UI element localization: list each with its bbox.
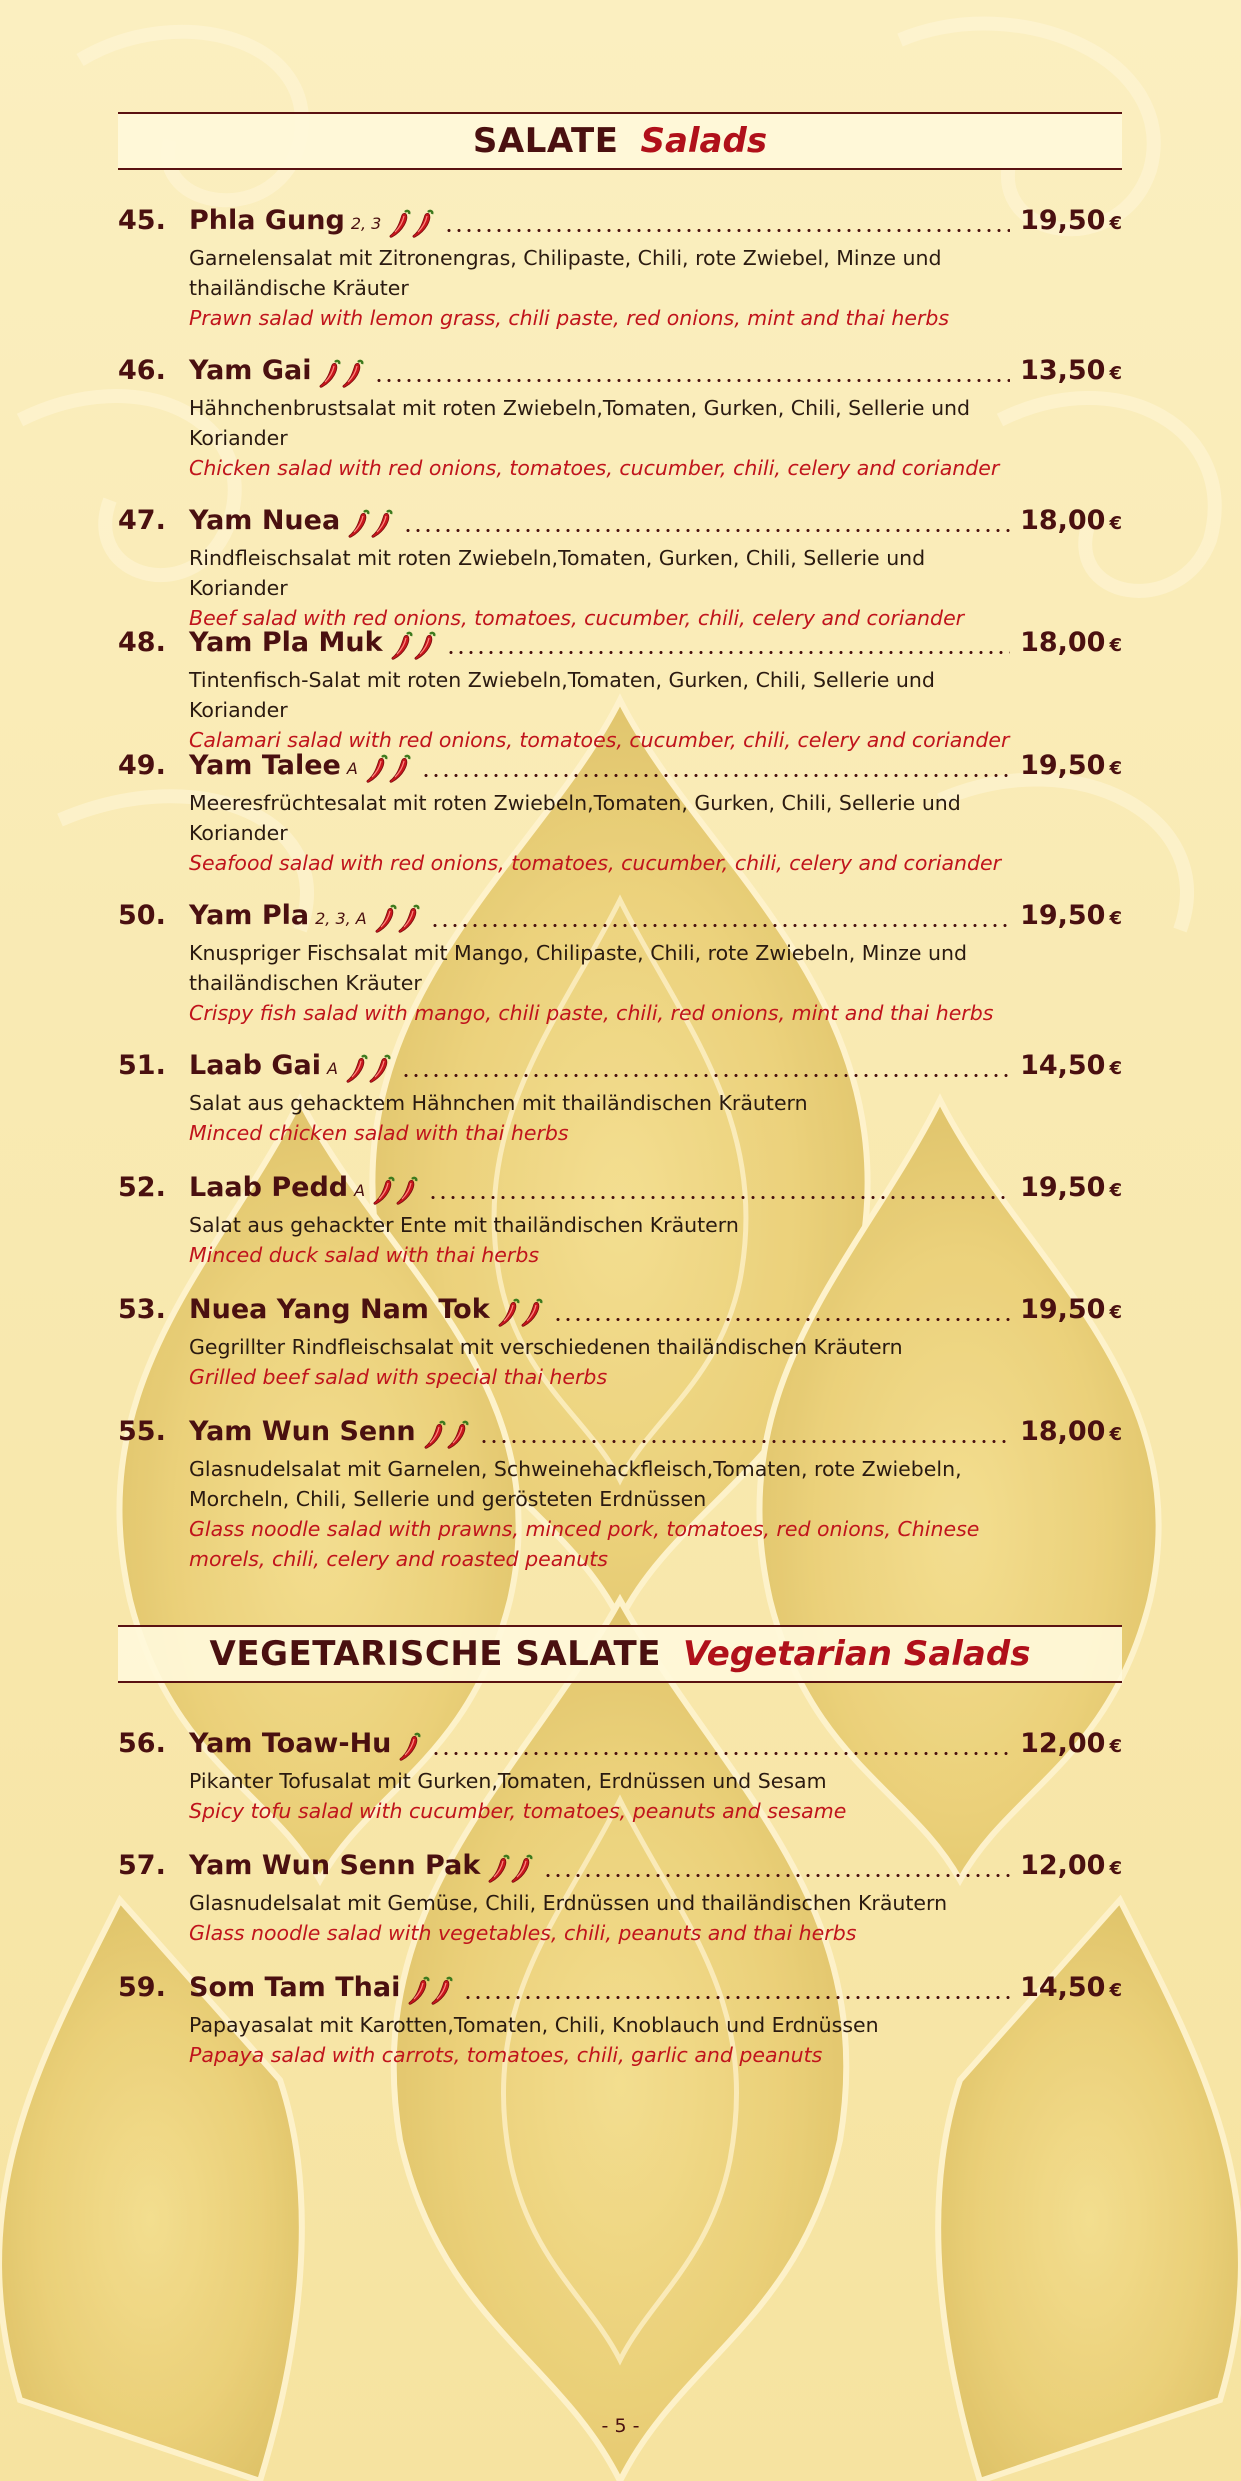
- item-number: 57.: [118, 1850, 166, 1881]
- chili-icon: [414, 631, 436, 661]
- item-name: Yam Toaw-Hu: [189, 1728, 392, 1759]
- allergen-codes: A: [346, 759, 358, 778]
- chili-icon: [366, 754, 388, 784]
- item-number: 47.: [118, 505, 166, 536]
- spiciness-indicator: [498, 1298, 543, 1328]
- chili-icon: [371, 509, 393, 539]
- item-description-en: Minced chicken salad with thai herbs: [189, 1121, 569, 1145]
- item-name: Nuea Yang Nam Tok: [189, 1294, 490, 1325]
- chili-icon: [447, 1420, 469, 1450]
- menu-item-header: [118, 1294, 1122, 1332]
- currency-symbol: €: [1109, 1424, 1122, 1445]
- dot-leader: [463, 1996, 1010, 1999]
- spiciness-indicator: [346, 1054, 391, 1084]
- dot-leader: [430, 924, 1010, 927]
- item-description-en: Grilled beef salad with special thai herbs: [189, 1365, 608, 1389]
- currency-symbol: €: [1109, 908, 1122, 929]
- dot-leader: [543, 1874, 1010, 1877]
- currency-symbol: €: [1109, 1858, 1122, 1879]
- spiciness-indicator: [488, 1854, 533, 1884]
- price-value: 14,50: [1020, 1972, 1106, 2003]
- item-number: 56.: [118, 1728, 166, 1759]
- item-description-de: Salat aus gehacktem Hähnchen mit thailändischen Kräutern: [189, 1091, 808, 1115]
- item-description-en: Prawn salad with lemon grass, chili paste, red onions, mint and thai herbs: [189, 306, 950, 330]
- item-number: 59.: [118, 1972, 166, 2003]
- item-price: [1020, 1972, 1122, 2003]
- allergen-codes: 2, 3, A: [315, 909, 367, 928]
- item-description-de: Gegrillter Rindfleischsalat mit verschiedenen thailändischen Kräutern: [189, 1335, 903, 1359]
- item-price: [1020, 1294, 1122, 1325]
- item-name: Som Tam Thai: [189, 1972, 401, 2003]
- chili-icon: [399, 1732, 421, 1762]
- item-number: 49.: [118, 750, 166, 781]
- menu-item-header: [118, 900, 1122, 938]
- currency-symbol: €: [1109, 363, 1122, 384]
- spiciness-indicator: [424, 1420, 469, 1450]
- menu-item: [118, 355, 1122, 483]
- chili-icon: [412, 209, 434, 239]
- price-value: 19,50: [1020, 1172, 1106, 1203]
- item-description-en: Beef salad with red onions, tomatoes, cucumber, chili, celery and coriander: [189, 606, 965, 630]
- chili-icon: [373, 1176, 395, 1206]
- menu-item: [118, 1416, 1122, 1574]
- currency-symbol: €: [1109, 1736, 1122, 1757]
- item-description-de: Glasnudelsalat mit Gemüse, Chili, Erdnüssen und thailändischen Kräutern: [189, 1891, 948, 1915]
- item-description-en: Glass noodle salad with prawns, minced pork, tomatoes, red onions, Chinese morels, chili, celery and roasted peanuts: [189, 1517, 980, 1571]
- dot-leader: [553, 1318, 1010, 1321]
- menu-item: [118, 750, 1122, 878]
- menu-item: [118, 627, 1122, 755]
- item-name: Yam Talee: [189, 750, 341, 781]
- item-description-en: Chicken salad with red onions, tomatoes, cucumber, chili, celery and coriander: [189, 456, 1000, 480]
- chili-icon: [389, 754, 411, 784]
- menu-item-header: [118, 627, 1122, 665]
- spiciness-indicator: [391, 631, 436, 661]
- menu-item-header: [118, 750, 1122, 788]
- price-value: 19,50: [1020, 750, 1106, 781]
- spiciness-indicator: [348, 509, 393, 539]
- item-number: 46.: [118, 355, 166, 386]
- spiciness-indicator: [373, 1176, 418, 1206]
- item-description-en: Papaya salad with carrots, tomatoes, chili, garlic and peanuts: [189, 2043, 823, 2067]
- item-price: [1020, 505, 1122, 536]
- currency-symbol: €: [1109, 213, 1122, 234]
- allergen-codes: A: [354, 1181, 366, 1200]
- dot-leader: [446, 651, 1011, 654]
- item-price: [1020, 1728, 1122, 1759]
- price-value: 18,00: [1020, 627, 1106, 658]
- chili-icon: [396, 1176, 418, 1206]
- item-number: 45.: [118, 205, 166, 236]
- menu-item-header: [118, 1972, 1122, 2010]
- item-description-de: Meeresfrüchtesalat mit roten Zwiebeln,Tomaten, Gurken, Chili, Sellerie und Koriander: [189, 791, 961, 845]
- item-number: 52.: [118, 1172, 166, 1203]
- item-name: Yam Wun Senn Pak: [189, 1850, 481, 1881]
- price-value: 18,00: [1020, 505, 1106, 536]
- chili-icon: [521, 1298, 543, 1328]
- item-price: [1020, 900, 1122, 931]
- item-name: Yam Pla Muk: [189, 627, 383, 658]
- spiciness-indicator: [366, 754, 411, 784]
- section-title-en: Vegetarian Salads: [682, 1634, 1031, 1674]
- item-name: Laab Pedd: [189, 1172, 349, 1203]
- spiciness-indicator: [408, 1976, 453, 2006]
- item-description-de: Garnelensalat mit Zitronengras, Chilipaste, Chili, rote Zwiebel, Minze und thailändische Kräuter: [189, 246, 942, 300]
- item-name: Phla Gung: [189, 205, 345, 236]
- menu-item-header: [118, 1850, 1122, 1888]
- dot-leader: [374, 379, 1010, 382]
- item-number: 50.: [118, 900, 166, 931]
- item-price: [1020, 750, 1122, 781]
- menu-item: [118, 1294, 1122, 1392]
- menu-item-header: [118, 1416, 1122, 1454]
- menu-item-header: [118, 205, 1122, 243]
- chili-icon: [488, 1854, 510, 1884]
- allergen-codes: A: [327, 1059, 338, 1078]
- dot-leader: [428, 1196, 1010, 1199]
- menu-item: [118, 1972, 1122, 2070]
- item-description-en: Spicy tofu salad with cucumber, tomatoes, peanuts and sesame: [189, 1799, 847, 1823]
- item-price: [1020, 205, 1122, 236]
- price-value: 12,00: [1020, 1850, 1106, 1881]
- menu-item: [118, 205, 1122, 333]
- chili-icon: [391, 631, 413, 661]
- currency-symbol: €: [1109, 635, 1122, 656]
- section-header-salads: [118, 112, 1122, 170]
- spiciness-indicator: [375, 904, 420, 934]
- item-number: 48.: [118, 627, 166, 658]
- item-name: Laab Gai: [189, 1050, 322, 1081]
- currency-symbol: €: [1109, 1980, 1122, 2001]
- dot-leader: [403, 529, 1010, 532]
- spiciness-indicator: [319, 359, 364, 389]
- spiciness-indicator: [389, 209, 434, 239]
- section-title-de: SALATE: [472, 121, 619, 161]
- menu-item: [118, 1050, 1122, 1148]
- price-value: 19,50: [1020, 1294, 1106, 1325]
- item-description-de: Hähnchenbrustsalat mit roten Zwiebeln,Tomaten, Gurken, Chili, Sellerie und Koriander: [189, 396, 971, 450]
- chili-icon: [424, 1420, 446, 1450]
- currency-symbol: €: [1109, 1058, 1122, 1079]
- allergen-codes: 2, 3: [350, 214, 382, 233]
- item-description-en: Minced duck salad with thai herbs: [189, 1243, 540, 1267]
- section-title-de: VEGETARISCHE SALATE: [209, 1634, 661, 1674]
- item-price: [1020, 1850, 1122, 1881]
- chili-icon: [408, 1976, 430, 2006]
- price-value: 19,50: [1020, 205, 1106, 236]
- item-name: Yam Gai: [189, 355, 312, 386]
- chili-icon: [375, 904, 397, 934]
- item-description-en: Seafood salad with red onions, tomatoes, cucumber, chili, celery and coriander: [189, 851, 1002, 875]
- item-description-de: Rindfleischsalat mit roten Zwiebeln,Tomaten, Gurken, Chili, Sellerie und Koriander: [189, 546, 926, 600]
- menu-item: [118, 1850, 1122, 1948]
- item-description-en: Calamari salad with red onions, tomatoes, cucumber, chili, celery and coriander: [189, 728, 1010, 752]
- chili-icon: [431, 1976, 453, 2006]
- chili-icon: [511, 1854, 533, 1884]
- currency-symbol: €: [1109, 1180, 1122, 1201]
- dot-leader: [479, 1440, 1010, 1443]
- item-description-de: Pikanter Tofusalat mit Gurken,Tomaten, Erdnüssen und Sesam: [189, 1769, 827, 1793]
- item-number: 53.: [118, 1294, 166, 1325]
- dot-leader: [431, 1752, 1010, 1755]
- chili-icon: [498, 1298, 520, 1328]
- menu-item-header: [118, 1050, 1122, 1088]
- section-header-vegetarian-salads: [118, 1625, 1122, 1683]
- currency-symbol: €: [1109, 513, 1122, 534]
- item-description-en: Glass noodle salad with vegetables, chili, peanuts and thai herbs: [189, 1921, 857, 1945]
- dot-leader: [401, 1074, 1010, 1077]
- item-price: [1020, 1172, 1122, 1203]
- page-number: - 5 -: [601, 2415, 640, 2437]
- chili-icon: [389, 209, 411, 239]
- price-value: 13,50: [1020, 355, 1106, 386]
- item-description-de: Knuspriger Fischsalat mit Mango, Chilipaste, Chili, rote Zwiebeln, Minze und thailändischen Kräuter: [189, 941, 968, 995]
- price-value: 18,00: [1020, 1416, 1106, 1447]
- dot-leader: [421, 774, 1010, 777]
- chili-icon: [346, 1054, 368, 1084]
- item-description-de: Salat aus gehackter Ente mit thailändischen Kräutern: [189, 1213, 739, 1237]
- menu-item-header: [118, 505, 1122, 543]
- currency-symbol: €: [1109, 758, 1122, 779]
- item-description-de: Glasnudelsalat mit Garnelen, Schweinehackfleisch,Tomaten, rote Zwiebeln, Morcheln, Chili, Sellerie und gerösteten Erdnüssen: [189, 1457, 962, 1511]
- chili-icon: [348, 509, 370, 539]
- menu-item: [118, 900, 1122, 1028]
- item-price: [1020, 627, 1122, 658]
- item-name: Yam Nuea: [189, 505, 341, 536]
- menu-item: [118, 505, 1122, 633]
- item-price: [1020, 1050, 1122, 1081]
- spiciness-indicator: [399, 1732, 421, 1762]
- item-description-de: Papayasalat mit Karotten,Tomaten, Chili, Knoblauch und Erdnüssen: [189, 2013, 879, 2037]
- currency-symbol: €: [1109, 1302, 1122, 1323]
- chili-icon: [319, 359, 341, 389]
- item-description-en: Crispy fish salad with mango, chili paste, chili, red onions, mint and thai herbs: [189, 1001, 994, 1025]
- price-value: 12,00: [1020, 1728, 1106, 1759]
- item-description-de: Tintenfisch-Salat mit roten Zwiebeln,Tomaten, Gurken, Chili, Sellerie und Koriander: [189, 668, 935, 722]
- dot-leader: [444, 229, 1010, 232]
- chili-icon: [398, 904, 420, 934]
- menu-item-header: [118, 355, 1122, 393]
- menu-item: [118, 1728, 1122, 1826]
- item-price: [1020, 355, 1122, 386]
- price-value: 19,50: [1020, 900, 1106, 931]
- chili-icon: [342, 359, 364, 389]
- price-value: 14,50: [1020, 1050, 1106, 1081]
- item-name: Yam Wun Senn: [189, 1416, 416, 1447]
- item-price: [1020, 1416, 1122, 1447]
- item-name: Yam Pla: [189, 900, 310, 931]
- item-number: 51.: [118, 1050, 166, 1081]
- section-title-en: Salads: [640, 121, 768, 161]
- item-number: 55.: [118, 1416, 166, 1447]
- menu-item-header: [118, 1172, 1122, 1210]
- chili-icon: [369, 1054, 391, 1084]
- menu-item-header: [118, 1728, 1122, 1766]
- menu-item: [118, 1172, 1122, 1270]
